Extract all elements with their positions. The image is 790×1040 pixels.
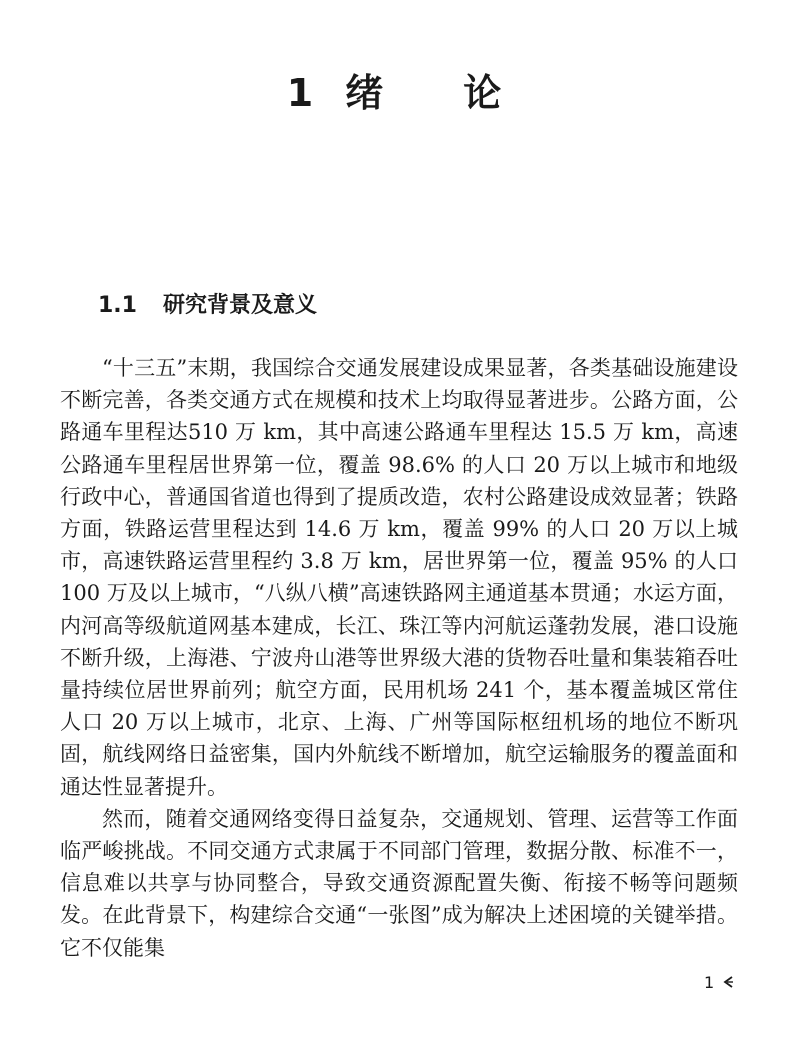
page-number: 1 [704, 973, 715, 992]
chapter-title-char-1: 绪 [345, 71, 386, 115]
arrow-left-icon [722, 975, 734, 989]
section-heading [98, 288, 317, 319]
chapter-heading [0, 62, 790, 117]
paragraph-2: 然而，随着交通网络变得日益复杂，交通规划、管理、运营等工作面临严峻挑战。不同交通方式隶属于不同部门管理，数据分散、标准不一，信息难以共享与协同整合，导致交通资源配置失衡、衔接不畅等问题频发。在此背景下，构建综合交通“一张图”成为解决上述困境的关键举措。它不仅能集 [60, 806, 738, 960]
body-text [60, 352, 738, 964]
section-title: 研究背景及意义 [162, 293, 317, 318]
paragraph-1: “十三五”末期，我国综合交通发展建设成果显著，各类基础设施建设不断完善，各类交通方式在规模和技术上均取得显著进步。公路方面，公路通车里程达510 万 km，其中高速公路通车里程达 15.5 万 km，高速公路通车里程居世界第一位，覆盖 98.6% 的人口 20 万以上城市和地级行政中心，普通国省道也得到了提质改造，农村公路建设成效显著；铁路方面，铁路运营里程达到 14.6 万 km，覆盖 99% 的人口 20 万以上城市，高速铁路运营里程约 3.8 万 km，居世界第一位，覆盖 95% 的人口 100 万及以上城市，“八纵八横”高速铁路网主通道基本贯通；水运方面，内河高等级航道网基本建成，长江、珠江等内河航运蓬勃发展，港口设施不断升级，上海港、宁波舟山港等世界级大港的货物吞吐量和集装箱吞吐量持续位居世界前列；航空方面，民用机场 241 个，基本覆盖城区常住人口 20 万以上城市，北京、上海、广州等国际枢纽机场的地位不断巩固，航线网络日益密集，国内外航线不断增加，航空运输服务的覆盖面和通达性显著提升。 [60, 356, 738, 799]
section-number: 1.1 [98, 293, 137, 318]
chapter-number: 1 [286, 71, 316, 115]
chapter-title-char-2: 论 [463, 71, 504, 115]
